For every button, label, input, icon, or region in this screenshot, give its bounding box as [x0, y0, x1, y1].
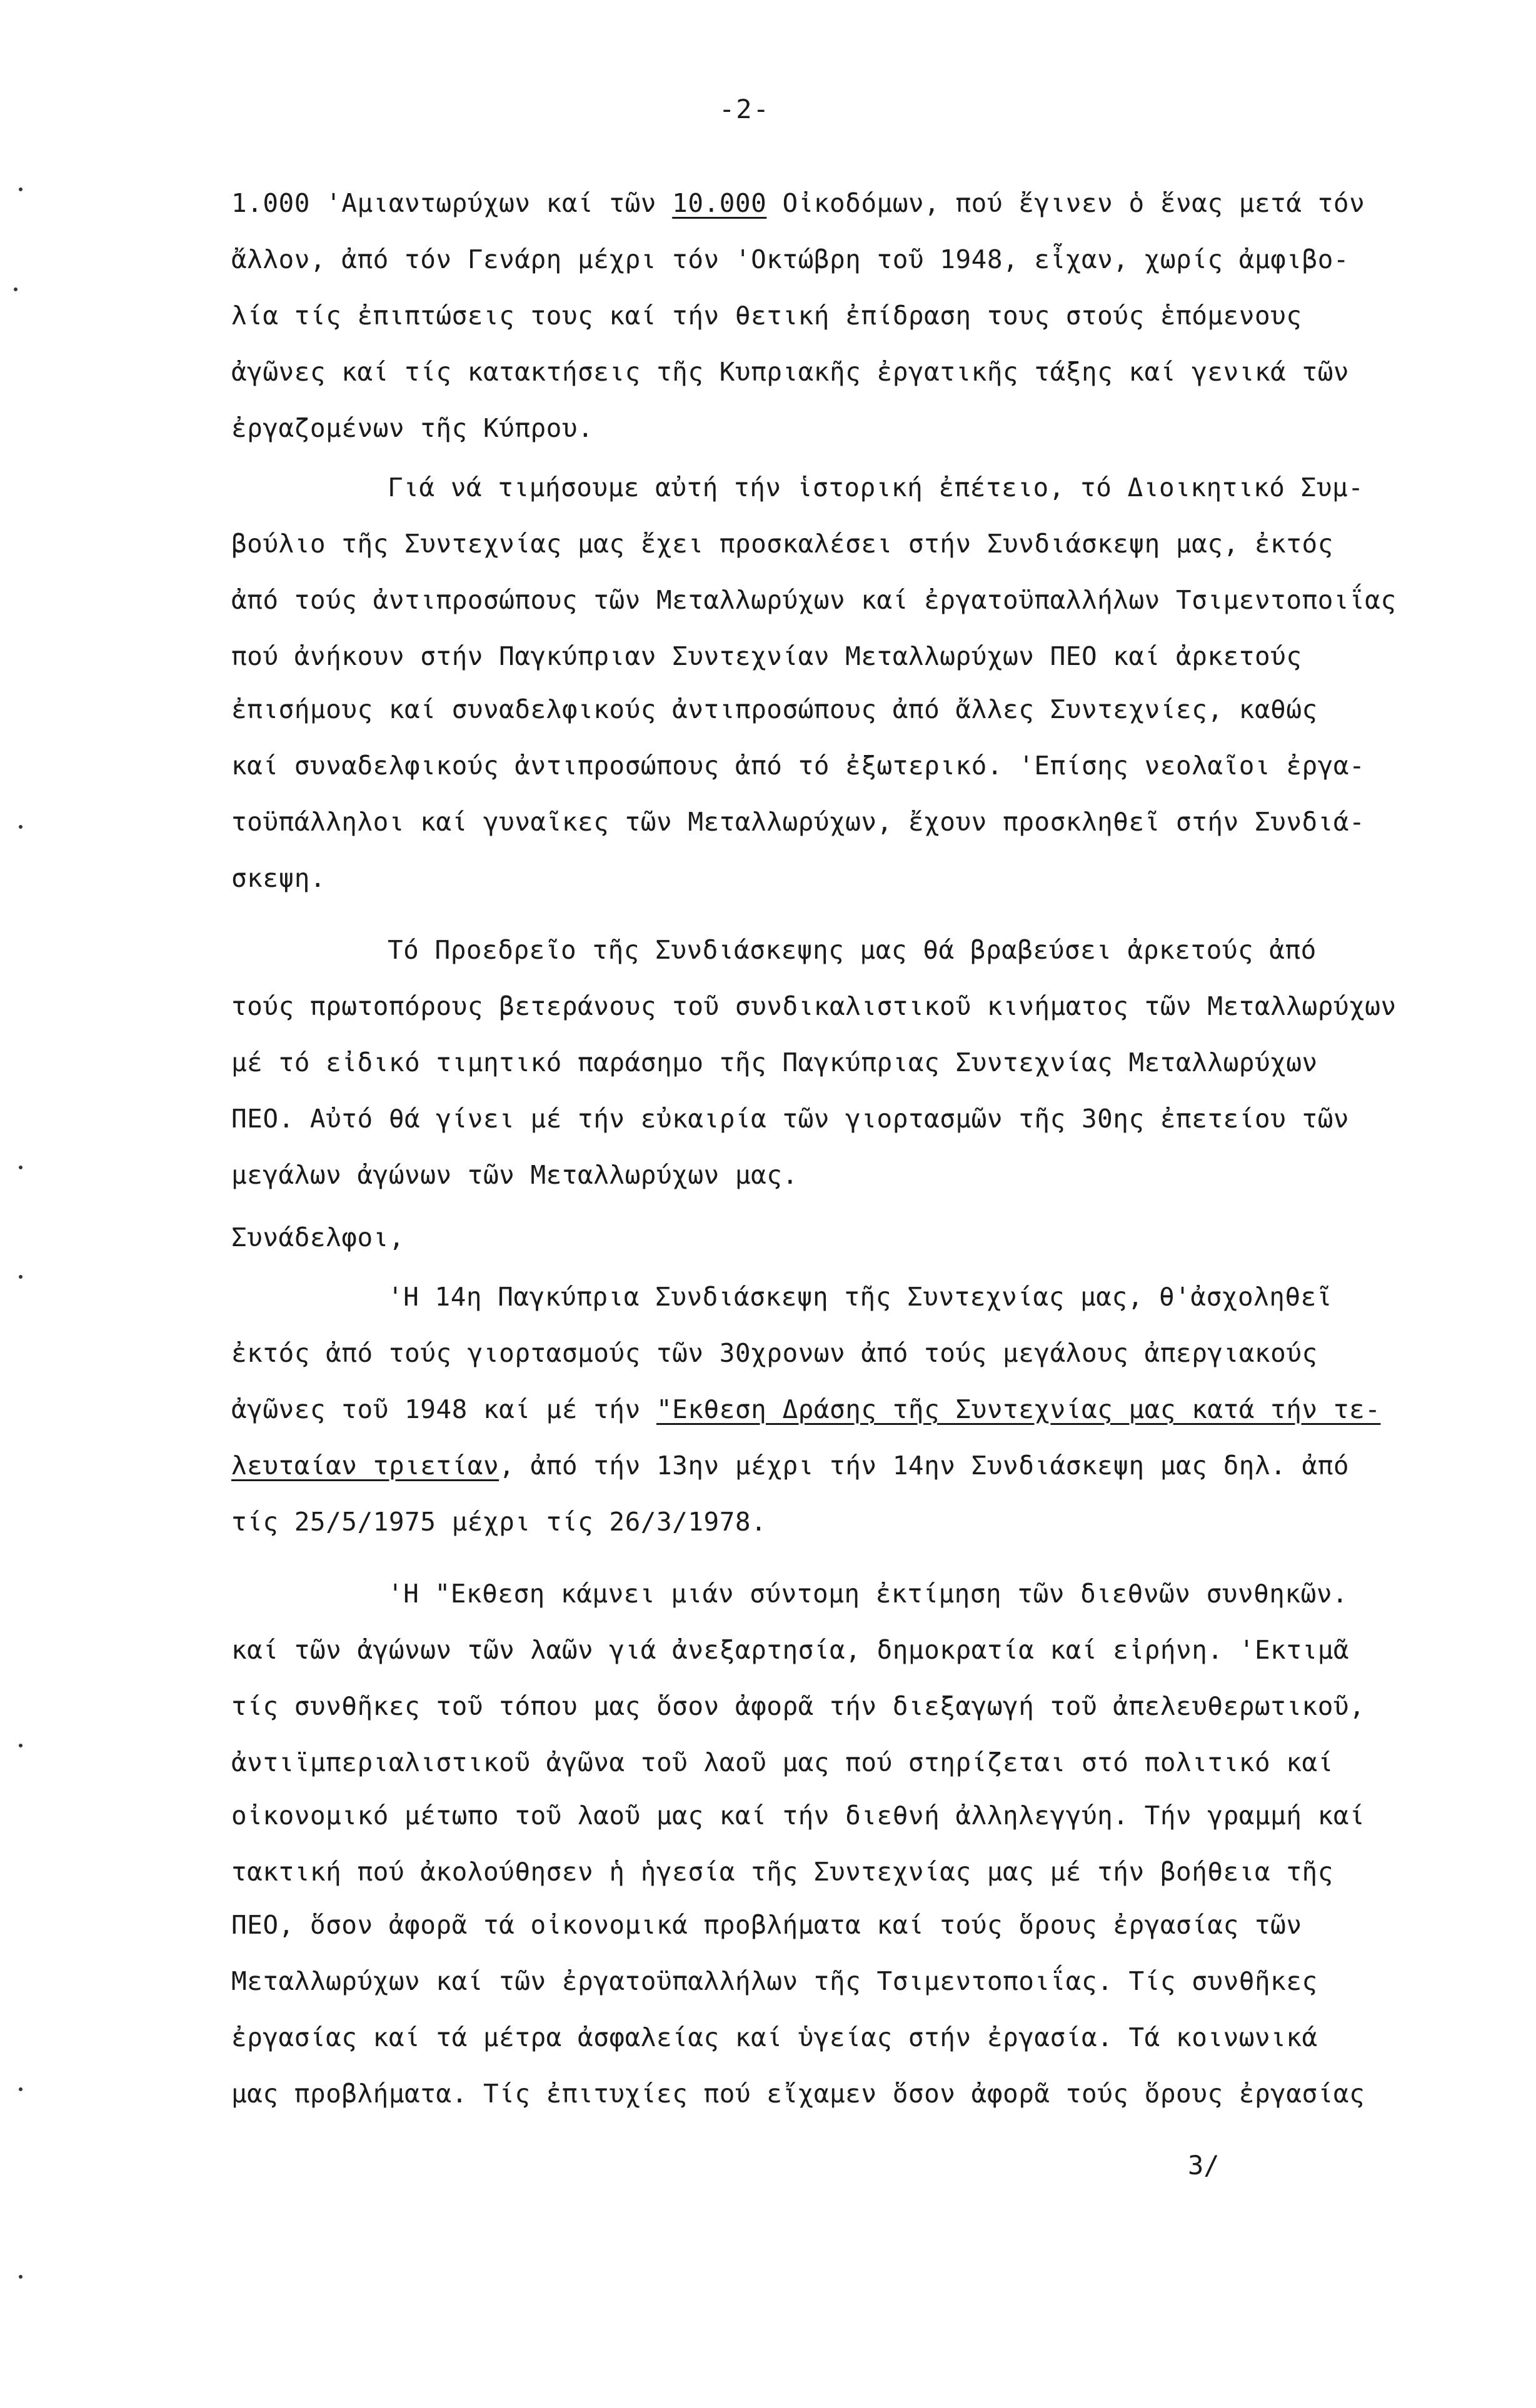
underlined-text: 10.000 — [672, 188, 767, 218]
scan-speck — [19, 2275, 23, 2279]
text-line — [231, 694, 1318, 724]
text-run: Τό Προεδρεῖο τῆς Συνδιάσκεψης μας θά βραβεύσει ἀρκετούς ἀπό — [388, 935, 1317, 965]
text-line — [231, 1394, 1381, 1424]
text-line — [231, 359, 1349, 385]
text-run: Οἰκοδόμων, πού ἔγινεν ὁ ἕνας μετά τόν — [766, 188, 1365, 218]
text-line — [388, 1581, 1348, 1607]
text-run: λία τίς ἐπιπτώσεις τους καί τήν θετική ἐπίδραση τους στούς ἑπόμενους — [231, 301, 1302, 331]
text-line — [231, 2081, 1365, 2107]
text-line — [388, 937, 1317, 963]
text-run: καί συναδελφικούς ἀντιπροσώπους ἀπό τό ἐξωτερικό. 'Επίσης νεολαῖοι ἐργα- — [231, 751, 1365, 781]
text-run: 1.000 'Αμιαντωρύχων καί τῶν — [231, 188, 673, 218]
text-line — [231, 531, 1333, 557]
text-run: τοϋπάλληλοι καί γυναῖκες τῶν Μεταλλωρύχων, ἔχουν προσκληθεῖ στήν Συνδιά- — [231, 807, 1365, 837]
text-run: τούς πρωτοπόρους βετεράνους τοῦ συνδικαλιστικοῦ κινήματος τῶν Μεταλλωρύχων — [231, 991, 1397, 1021]
scan-speck — [14, 287, 18, 291]
text-run: ἀγῶνες τοῦ 1948 καί μέ τήν — [231, 1394, 656, 1424]
text-line — [231, 1047, 1318, 1077]
text-line — [231, 1338, 1318, 1368]
text-line — [231, 1509, 766, 1535]
text-run: τακτική πού ἀκολούθησεν ἡ ἡγεσία τῆς Συντεχνίας μας μέ τήν βοήθεια τῆς — [231, 1857, 1333, 1887]
page-number: -2- — [719, 94, 770, 124]
text-line — [231, 1222, 405, 1252]
scan-speck — [19, 187, 23, 191]
scan-speck — [19, 1275, 23, 1279]
text-line — [231, 587, 1397, 613]
text-run: 'Η 14η Παγκύπρια Συνδιάσκεψη τῆς Συντεχνίας μας, θ'ἀσχοληθεῖ — [388, 1282, 1333, 1312]
text-line — [231, 303, 1302, 329]
text-run: ἄλλον, ἀπό τόν Γενάρη μέχρι τόν 'Οκτώβρη τοῦ 1948, εἶχαν, χωρίς ἀμφιβο- — [231, 244, 1350, 274]
scan-speck — [19, 1166, 23, 1169]
text-run: καί τῶν ἀγώνων τῶν λαῶν γιά ἀνεξαρτησία, δημοκρατία καί εἰρήνη. 'Εκτιμᾶ — [231, 1635, 1350, 1665]
text-line — [231, 1966, 1318, 1996]
text-line — [231, 1106, 1349, 1132]
text-line — [231, 413, 594, 443]
text-line — [231, 1691, 1365, 1721]
text-run: ἀπό τούς ἀντιπροσώπους τῶν Μεταλλωρύχων καί ἐργατοϋπαλλήλων Τσιμεντοποιΐας — [231, 585, 1397, 615]
text-run: μας προβλήματα. Τίς ἐπιτυχίες πού εἴχαμεν ὅσον ἀφορᾶ τούς ὅρους ἐργασίας — [231, 2079, 1365, 2109]
text-run: πού ἀνήκουν στήν Παγκύπριαν Συντεχνίαν Μεταλλωρύχων ΠΕΟ καί ἀρκετούς — [231, 641, 1302, 671]
text-line — [231, 1637, 1349, 1663]
text-run: ἐκτός ἀπό τούς γιορτασμούς τῶν 30χρονων ἀπό τούς μεγάλους ἀπεργιακούς — [231, 1338, 1318, 1368]
text-line — [231, 1162, 798, 1188]
scan-speck — [19, 1744, 23, 1747]
scan-speck — [19, 825, 23, 829]
text-line — [388, 472, 1364, 502]
text-run: ἀντιϊμπεριαλιστικοῦ ἀγῶνα τοῦ λαοῦ μας πού στηρίζεται στό πολιτικό καί — [231, 1747, 1333, 1777]
text-line — [231, 991, 1397, 1021]
text-run: ΠΕΟ, ὅσον ἀφορᾶ τά οἰκονομικά προβλήματα καί τούς ὅρους ἐργασίας τῶν — [231, 1910, 1302, 1940]
text-line — [231, 1453, 1349, 1479]
text-line — [231, 1859, 1333, 1885]
underlined-text: λευταίαν τριετίαν — [231, 1451, 499, 1481]
text-run: σκεψη. — [231, 863, 326, 893]
underlined-text: "Εκθεση Δράσης τῆς Συντεχνίας μας κατά τήν τε- — [656, 1394, 1381, 1424]
text-run: ἐργασίας καί τά μέτρα ἀσφαλείας καί ὑγείας στήν ἐργασία. Τά κοινωνικά — [231, 2022, 1318, 2052]
text-line — [231, 809, 1365, 835]
text-run: Συνάδελφοι, — [231, 1222, 405, 1252]
text-run: οἰκονομικό μέτωπο τοῦ λαοῦ μας καί τήν διεθνή ἀλληλεγγύη. Τήν γραμμή καί — [231, 1801, 1365, 1831]
text-run: ἀγῶνες καί τίς κατακτήσεις τῆς Κυπριακῆς ἐργατικῆς τάξης καί γενικά τῶν — [231, 357, 1350, 387]
text-run: μεγάλων ἀγώνων τῶν Μεταλλωρύχων μας. — [231, 1160, 798, 1190]
text-line — [231, 863, 326, 893]
text-run: μέ τό εἰδικό τιμητικό παράσημο τῆς Παγκύπριας Συντεχνίας Μεταλλωρύχων — [231, 1047, 1318, 1077]
text-run: ΠΕΟ. Αὐτό θά γίνει μέ τήν εὐκαιρία τῶν γιορτασμῶν τῆς 30ης ἐπετείου τῶν — [231, 1104, 1350, 1134]
text-line — [231, 641, 1302, 671]
text-run: Μεταλλωρύχων καί τῶν ἐργατοϋπαλλήλων τῆς Τσιμεντοποιΐας. Τίς συνθῆκες — [231, 1966, 1318, 1996]
text-run: , ἀπό τήν 13ην μέχρι τήν 14ην Συνδιάσκεψη μας δηλ. ἀπό — [499, 1451, 1350, 1481]
continuation-marker: 3/ — [1188, 2150, 1220, 2181]
text-run: 'Η "Εκθεση κάμνει μιάν σύντομη ἐκτίμηση τῶν διεθνῶν συνθηκῶν. — [388, 1579, 1348, 1609]
text-line — [231, 1747, 1333, 1777]
text-run: τίς συνθῆκες τοῦ τόπου μας ὅσον ἀφορᾶ τήν διεξαγωγή τοῦ ἀπελευθερωτικοῦ, — [231, 1691, 1365, 1721]
text-line — [231, 2022, 1318, 2052]
text-line — [231, 188, 1365, 218]
text-line — [388, 1284, 1332, 1310]
text-run: ἐπισήμους καί συναδελφικούς ἀντιπροσώπους ἀπό ἄλλες Συντεχνίες, καθώς — [231, 694, 1318, 724]
text-line — [231, 244, 1350, 274]
text-run: ἐργαζομένων τῆς Κύπρου. — [231, 413, 594, 443]
text-line — [231, 1912, 1302, 1938]
text-line — [231, 753, 1365, 779]
text-line — [231, 1803, 1365, 1829]
text-run: βούλιο τῆς Συντεχνίας μας ἔχει προσκαλέσει στήν Συνδιάσκεψη μας, ἐκτός — [231, 529, 1333, 559]
text-run: Γιά νά τιμήσουμε αὐτή τήν ἱστορική ἐπέτειο, τό Διοικητικό Συμ- — [388, 472, 1364, 502]
scan-speck — [19, 2087, 23, 2091]
text-run: τίς 25/5/1975 μέχρι τίς 26/3/1978. — [231, 1507, 767, 1537]
